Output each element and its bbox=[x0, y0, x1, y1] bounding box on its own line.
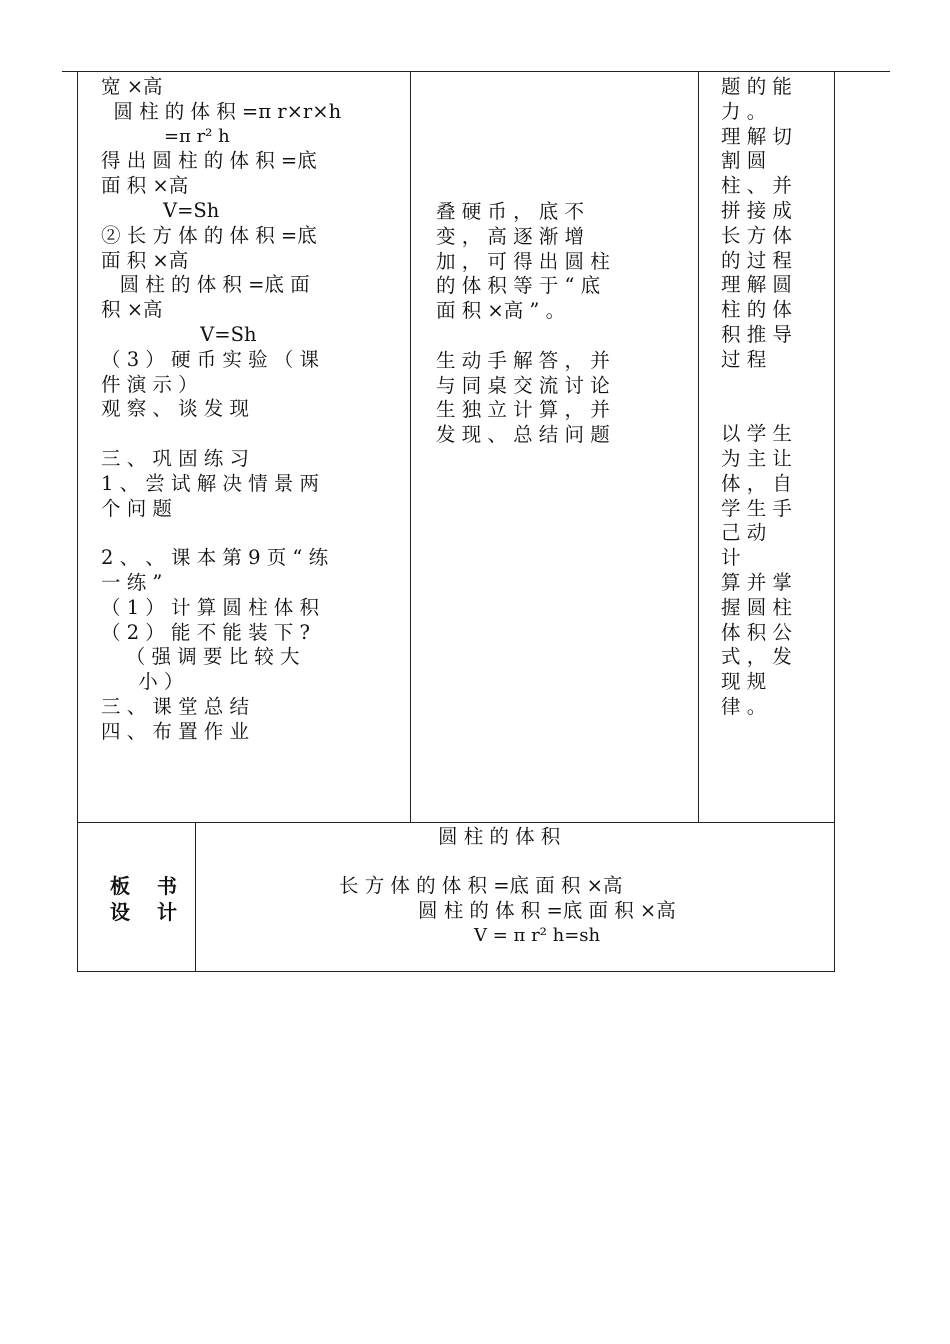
intent-line: 以 学 生 bbox=[721, 422, 792, 446]
table-bottom-border bbox=[77, 971, 835, 972]
process-line: 面 积 ×高 bbox=[101, 248, 189, 272]
intent-line: 理 解 切 bbox=[721, 124, 792, 148]
process-line: V=Sh bbox=[101, 198, 220, 222]
header-rule bbox=[62, 71, 890, 72]
process-line: （ 强 调 要 比 较 大 bbox=[101, 645, 300, 669]
process-line: 一 练 ” bbox=[101, 570, 163, 594]
table-right-border bbox=[834, 72, 835, 972]
process-line: 圆 柱 的 体 积 =π r×r×h bbox=[101, 99, 342, 123]
process-line: 圆 柱 的 体 积 =底 面 bbox=[101, 273, 310, 297]
intent-line: 割 圆 bbox=[721, 149, 767, 173]
process-line: 三 、 课 堂 总 结 bbox=[101, 694, 249, 718]
process-line: 2 、 、 课 本 第 9 页 “ 练 bbox=[101, 546, 329, 570]
process-line bbox=[101, 422, 393, 447]
intent-line: 握 圆 柱 bbox=[721, 595, 792, 619]
intent-line: 柱 、 并 bbox=[721, 174, 792, 198]
process-line bbox=[101, 521, 393, 546]
intent-line: 理 解 圆 bbox=[721, 273, 792, 297]
intent-line: 过 程 bbox=[721, 347, 767, 371]
activity-line: 变 ， 高 逐 渐 增 bbox=[436, 224, 584, 248]
process-line: （ 3 ） 硬 币 实 验 （ 课 bbox=[101, 347, 319, 371]
activity-line: 与 同 桌 交 流 讨 论 bbox=[436, 373, 610, 397]
board-label-divider bbox=[195, 822, 196, 972]
process-line: 件 演 示 ） bbox=[101, 372, 198, 396]
process-line: 小 ） bbox=[101, 670, 184, 694]
column-divider-2 bbox=[698, 72, 699, 822]
intent-line: 柱 的 体 bbox=[721, 298, 792, 322]
student-activity-cell bbox=[436, 200, 680, 448]
intent-line: 己 动 bbox=[721, 521, 767, 545]
process-line: （ 1 ） 计 算 圆 柱 体 积 bbox=[101, 595, 319, 619]
process-line: 三 、 巩 固 练 习 bbox=[101, 446, 249, 470]
process-line: 宽 ×高 bbox=[101, 75, 163, 98]
board-formula-cylinder: 圆 柱 的 体 积 =底 面 积 ×高 bbox=[418, 899, 676, 922]
activity-line bbox=[436, 324, 680, 349]
intent-line: 题 的 能 bbox=[721, 75, 792, 98]
board-title: 圆 柱 的 体 积 bbox=[438, 825, 561, 848]
intent-line: 现 规 bbox=[721, 670, 767, 694]
board-design-label-1: 板 书 bbox=[110, 874, 187, 898]
intent-line: 体 积 公 bbox=[721, 620, 792, 644]
intent-line: 计 bbox=[721, 546, 741, 570]
process-line: V=Sh bbox=[101, 322, 257, 346]
board-formula-symbolic: V = π r² h=sh bbox=[474, 925, 601, 946]
activity-line: 生 独 立 计 算 ， 并 bbox=[436, 398, 610, 422]
table-left-border bbox=[77, 72, 78, 972]
intent-line: 力 。 bbox=[721, 99, 767, 123]
process-line: =π r² h bbox=[101, 125, 230, 147]
activity-line: 生 动 手 解 答 ， 并 bbox=[436, 348, 610, 372]
process-line: 四 、 布 置 作 业 bbox=[101, 719, 249, 743]
intent-line: 长 方 体 bbox=[721, 223, 792, 247]
intent-line: 律 。 bbox=[721, 694, 767, 718]
teaching-process-cell bbox=[101, 75, 393, 745]
process-line: 个 问 题 bbox=[101, 496, 172, 520]
column-divider-1 bbox=[410, 72, 411, 822]
process-line: ② 长 方 体 的 体 积 =底 bbox=[101, 223, 317, 247]
activity-line: 加 ， 可 得 出 圆 柱 bbox=[436, 249, 610, 273]
process-line: 积 ×高 bbox=[101, 298, 163, 322]
board-formula-cuboid: 长 方 体 的 体 积 =底 面 积 ×高 bbox=[339, 874, 623, 897]
intent-line: 式 ， 发 bbox=[721, 645, 792, 669]
intent-line bbox=[721, 373, 817, 398]
activity-line: 发 现 、 总 结 问 题 bbox=[436, 423, 610, 447]
process-line: 1 、 尝 试 解 决 情 景 两 bbox=[101, 471, 319, 495]
intent-line: 体 ， 自 bbox=[721, 471, 792, 495]
process-line: 观 察 、 谈 发 现 bbox=[101, 397, 249, 421]
row-divider bbox=[77, 822, 835, 823]
intent-line: 为 主 让 bbox=[721, 446, 792, 470]
activity-line: 的 体 积 等 于 “ 底 bbox=[436, 274, 601, 298]
design-intent-cell bbox=[721, 75, 817, 720]
intent-line: 拼 接 成 bbox=[721, 198, 792, 222]
intent-line: 学 生 手 bbox=[721, 496, 792, 520]
intent-line: 积 推 导 bbox=[721, 322, 792, 346]
intent-line bbox=[721, 397, 817, 422]
process-line: 得 出 圆 柱 的 体 积 =底 bbox=[101, 149, 317, 173]
intent-line: 的 过 程 bbox=[721, 248, 792, 272]
process-line: 面 积 ×高 bbox=[101, 174, 189, 198]
activity-line: 面 积 ×高 ” 。 bbox=[436, 299, 566, 323]
activity-line: 叠 硬 币 ， 底 不 bbox=[436, 200, 584, 223]
process-line: （ 2 ） 能 不 能 装 下 ? bbox=[101, 620, 310, 644]
intent-line: 算 并 掌 bbox=[721, 570, 792, 594]
board-design-label-2: 设 计 bbox=[110, 900, 187, 924]
